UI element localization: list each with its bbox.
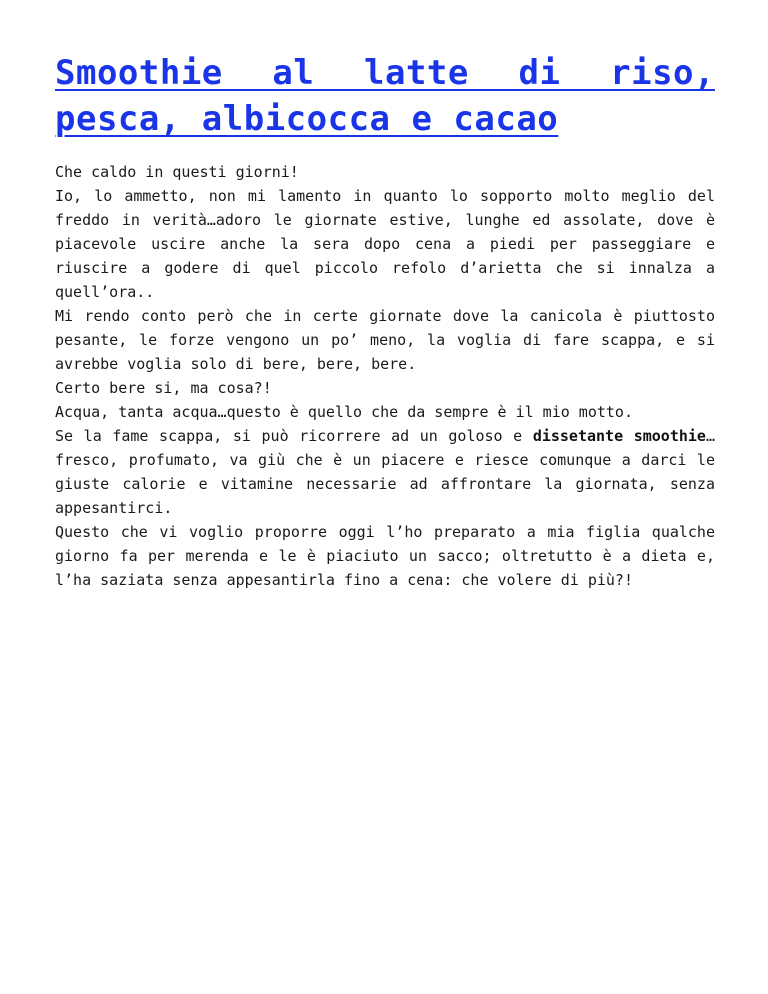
paragraph-daughter: Questo che vi voglio proporre oggi l’ho preparato a mia figlia qualche giorno fa per merenda e le è piaciuto un sacco; oltretutto è a dieta e, l’ha saziata senza appesantirla fino a cena: che volere di più?! — [55, 523, 715, 589]
article-body — [55, 160, 715, 592]
article — [55, 50, 715, 592]
paragraph-smoothie — [55, 424, 715, 520]
paragraph-summer: Io, lo ammetto, non mi lamento in quanto lo sopporto molto meglio del freddo in verità…adoro le giornate estive, lunghe ed assolate, dove è piacevole uscire anche la sera dopo cena a piedi per passeggiare e riuscire a godere di quel piccolo refolo d’arietta che si innalza a quell’ora.. — [55, 187, 715, 301]
paragraph-intro: Che caldo in questi giorni! — [55, 163, 299, 181]
paragraph-heat: Mi rendo conto però che in certe giornate dove la canicola è piuttosto pesante, le forze vengono un po’ meno, la voglia di fare scappa, e si avrebbe voglia solo di bere, bere, bere. — [55, 307, 715, 373]
smoothie-highlight: dissetante smoothie — [532, 427, 706, 445]
paragraph-smoothie-start: Se la fame scappa, si può ricorrere ad un goloso e — [55, 427, 533, 445]
article-title-link[interactable]: Smoothie al latte di riso, pesca, albicocca e cacao — [55, 53, 715, 139]
article-title — [55, 50, 715, 142]
paragraph-smoothie-end: …fresco, profumato, va giù che è un piacere e riesce comunque a darci le giuste calorie e vitamine necessarie ad affrontare la giornata, senza appesantirci. — [55, 427, 715, 517]
paragraph-water: Acqua, tanta acqua…questo è quello che da sempre è il mio motto. — [55, 403, 633, 421]
paragraph-question: Certo bere si, ma cosa?! — [55, 379, 272, 397]
